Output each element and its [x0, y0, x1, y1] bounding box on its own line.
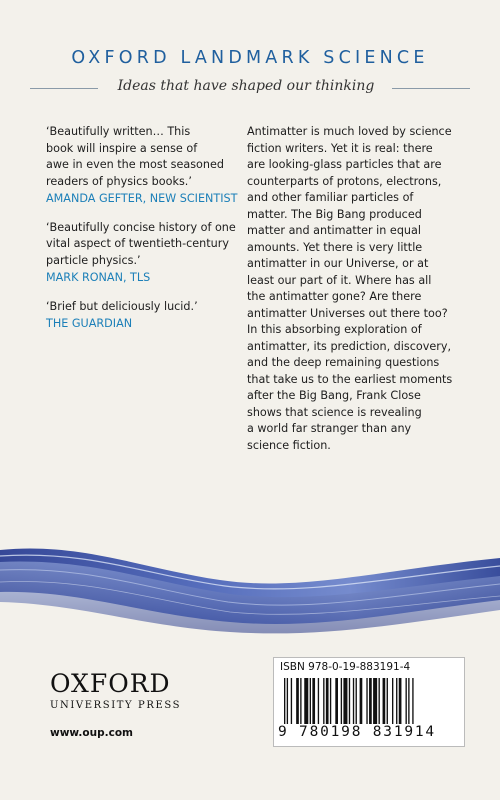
oxford-wordmark: OXFORD [50, 669, 171, 698]
barcode-bar [341, 678, 342, 724]
barcode-bar [296, 678, 299, 724]
barcode-bar [379, 678, 380, 724]
barcode-bar [373, 678, 377, 724]
barcode-bar [318, 678, 319, 724]
barcode-bar [369, 678, 372, 724]
barcode-bar [383, 678, 386, 724]
book-blurb: Antimatter is much loved by science fiction writers. Yet it is real: there are looking-glass particles that are counterparts of protons, electrons, and other familiar particles of matter. The Big Bang produced matter and antimatter in equal amounts. Yet there is very little antimatter in our Universe, or at least our part of it. Where has all the antimatter gone? Are there antimatter Universes out there too? In this absorbing exploration of antimatter, its prediction, discovery, and the deep remaining questions that take us to the earliest moments after the Big Bang, Frank Close shows that science is revealing a world far stranger than any science fiction. [247, 125, 453, 452]
quote-source: MARK RONAN, TLS [46, 271, 151, 284]
quote-source: THE GUARDIAN [46, 317, 133, 330]
review-quote [46, 299, 246, 333]
review-quotes [46, 124, 246, 345]
barcode-bar [353, 678, 354, 724]
tagline-row [0, 78, 500, 98]
barcode-bar [310, 678, 311, 724]
barcode-bar [406, 678, 407, 724]
barcode-bar [343, 678, 347, 724]
barcode-bar [300, 678, 301, 724]
barcode-bar [399, 678, 402, 724]
series-title: OXFORD LANDMARK SCIENCE [71, 48, 429, 68]
barcode-bar [356, 678, 357, 724]
barcode-bar [392, 678, 393, 724]
quote-text: ‘Beautifully concise history of one vital aspect of twentieth-century particle physics.’ [46, 220, 236, 267]
barcode-bar [387, 678, 388, 724]
barcode-bar [323, 678, 324, 724]
quote-text: ‘Beautifully written… This book will inspire a sense of awe in even the most seasoned readers of physics books.’ [46, 125, 224, 188]
barcode-bar [412, 678, 413, 724]
publisher-logo [50, 670, 210, 711]
barcode-bar [287, 678, 288, 724]
press-wordmark: UNIVERSITY PRESS [50, 700, 182, 711]
barcode-bar [349, 678, 350, 724]
barcode-bar [304, 678, 308, 724]
barcode-bar [312, 678, 315, 724]
isbn-barcode [273, 657, 465, 747]
barcode-bars [284, 678, 454, 724]
barcode-bar [330, 678, 331, 724]
barcode-bar [396, 678, 397, 724]
barcode-number: 9 780198 831914 [278, 724, 436, 740]
review-quote [46, 220, 246, 287]
barcode-bar [291, 678, 292, 724]
tagline-rule-left [30, 88, 98, 89]
quote-text: ‘Brief but deliciously lucid.’ [46, 299, 198, 313]
publisher-website: www.oup.com [50, 727, 133, 739]
barcode-bar [360, 678, 363, 724]
wave-decoration [0, 540, 500, 640]
barcode-bar [366, 678, 367, 724]
barcode-bar [408, 678, 409, 724]
tagline-rule-right [392, 88, 470, 89]
isbn-text: ISBN 978-0-19-883191-4 [280, 661, 411, 673]
barcode-bar [335, 678, 338, 724]
barcode-bar [284, 678, 285, 724]
review-quote [46, 124, 246, 208]
barcode-bar [326, 678, 329, 724]
quote-source: AMANDA GEFTER, NEW SCIENTIST [46, 192, 238, 205]
series-tagline: Ideas that have shaped our thinking [117, 78, 375, 94]
